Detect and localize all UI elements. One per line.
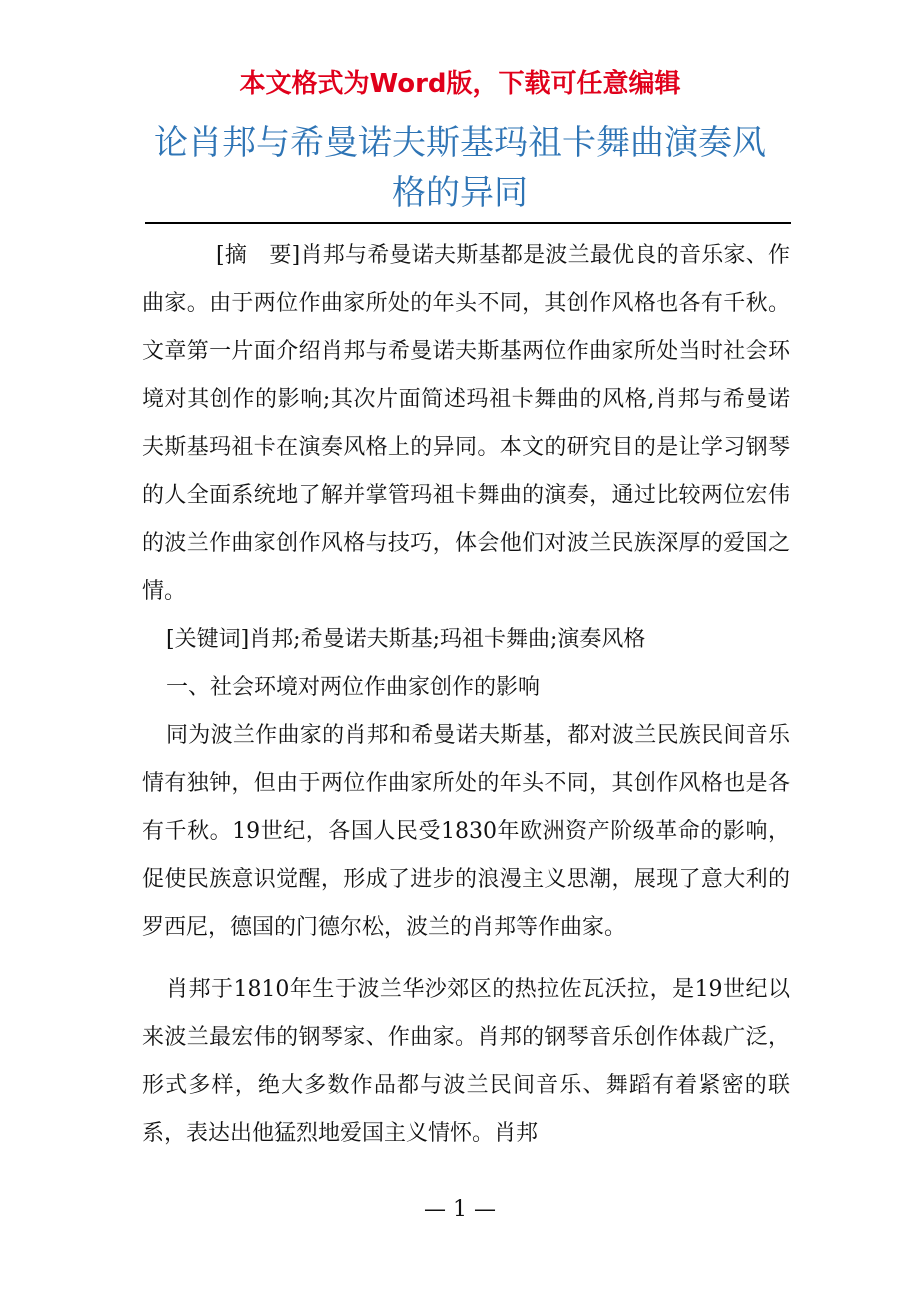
page-number: — 1 — — [424, 1197, 496, 1222]
section-heading: 一、社会环境对两位作曲家创作的影响 — [166, 675, 541, 700]
format-notice: 本文格式为Word版，下载可任意编辑 — [239, 69, 681, 99]
body-paragraph-1: 同为波兰作曲家的肖邦和希曼诺夫斯基，都对波兰民族民间音乐情有独钟，但由于两位作曲家所处的年头不同，其创作风格也是各有千秋。19世纪，各国人民受1830年欧洲资产阶级革命的影响，促使民族意识觉醒，形成了进步的浪漫主义思潮，展现了意大利的罗西尼，德国的门德尔松，波兰的肖邦等作曲家。 — [142, 723, 790, 940]
body-paragraph-2: 肖邦于1810年生于波兰华沙郊区的热拉佐瓦沃拉，是19世纪以来波兰最宏伟的钢琴家、作曲家。肖邦的钢琴音乐创作体裁广泛，形式多样，绝大多数作品都与波兰民间音乐、舞蹈有着紧密的联系，表达出他猛烈地爱国主义情怀。肖邦 — [142, 977, 790, 1146]
document-body — [142, 232, 790, 1158]
title-divider — [145, 222, 791, 224]
abstract-paragraph: [摘 要]肖邦与希曼诺夫斯基都是波兰最优良的音乐家、作曲家。由于两位作曲家所处的年头不同，其创作风格也各有千秋。文章第一片面介绍肖邦与希曼诺夫斯基两位作曲家所处当时社会环境对其创作的影响;其次片面简述玛祖卡舞曲的风格,肖邦与希曼诺夫斯基玛祖卡在演奏风格上的异同。本文的研究目的是让学习钢琴的人全面系统地了解并掌管玛祖卡舞曲的演奏，通过比较两位宏伟的波兰作曲家创作风格与技巧，体会他们对波兰民族深厚的爱国之情。 — [142, 243, 790, 604]
keywords-line: [关键词]肖邦;希曼诺夫斯基;玛祖卡舞曲;演奏风格 — [166, 627, 646, 652]
document-title: 论肖邦与希曼诺夫斯基玛祖卡舞曲演奏风格的异同 — [154, 123, 766, 213]
